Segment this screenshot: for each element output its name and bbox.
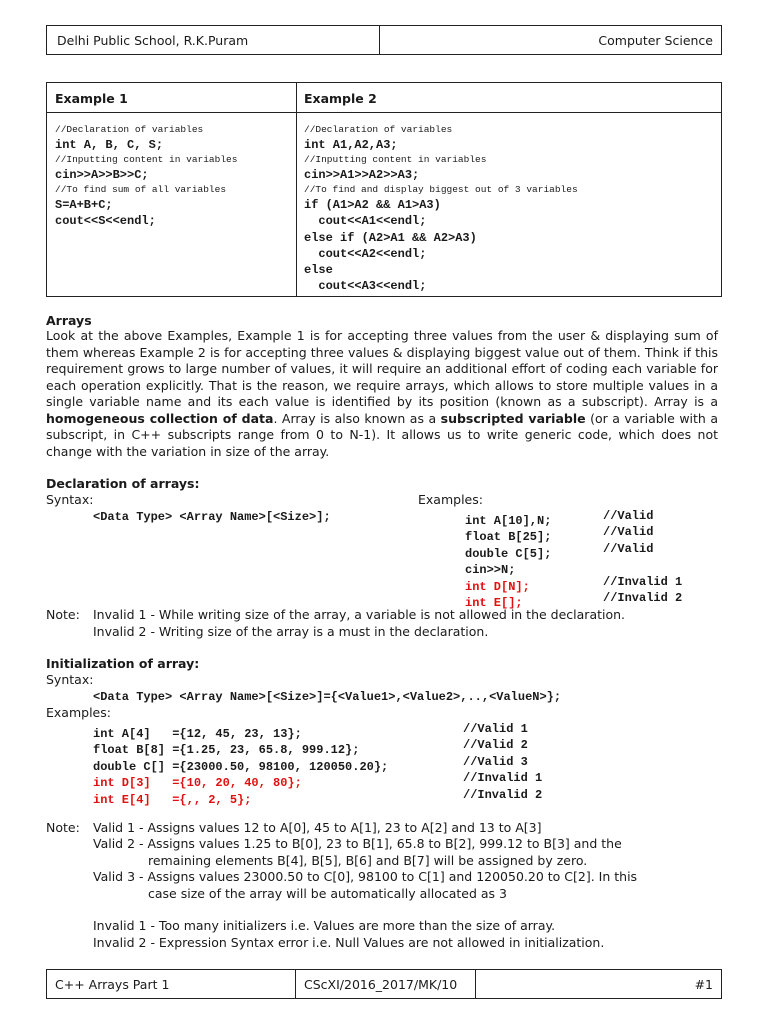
- code-line: cout<<A1<<endl;: [304, 214, 427, 229]
- example-comment: //Valid: [603, 525, 654, 540]
- initialization-note: Invalid 2 - Expression Syntax error i.e. Null Values are not allowed in initialization.: [93, 934, 605, 950]
- initialization-syntax-code: <Data Type> <Array Name>[<Size>]={<Value1>,<Value2>,..,<ValueN>};: [93, 690, 562, 704]
- code-line: int A1,A2,A3;: [304, 137, 398, 152]
- example-comment: //Valid 3: [463, 754, 528, 769]
- code-line: cout<<A2<<endl;: [304, 246, 427, 261]
- initialization-note: case size of the array will be automatically allocated as 3: [148, 885, 507, 901]
- initialization-note: Valid 3 - Assigns values 23000.50 to C[0], 98100 to C[1] and 120050.20 to C[2]. In this: [93, 869, 638, 885]
- example-code: cin>>N;: [465, 563, 516, 578]
- code-comment-line: //Inputting content in variables: [304, 154, 487, 166]
- arrays-text-1: Look at the above Examples, Example 1 is for accepting three values from the user & displaying sum of them whereas Example 2 is for accepting three values & displaying biggest value out of them. Think if this requirement grows to large number of values, it will require an additional effort of coding each variable for each operation explicitly. That is the reason, we require arrays, which allows to store multiple values in a single variable name and its each value is identified by its position (known as a subscript). Array is a: [46, 328, 718, 409]
- declaration-note-label: Note:: [46, 607, 80, 622]
- code-line: cin>>A>>B>>C;: [55, 167, 149, 182]
- example-2-code: [297, 113, 721, 296]
- example-comment: //Valid: [603, 509, 654, 523]
- declaration-note: Invalid 2 - Writing size of the array is a must in the declaration.: [93, 623, 489, 639]
- code-comment-line: //To find and display biggest out of 3 variables: [304, 184, 578, 196]
- initialization-notes: [93, 820, 637, 951]
- subject-name: Computer Science: [598, 33, 713, 48]
- arrays-text-3: (or a variable with a subscript, in C++ subscripts range from 0 to N-1). It allows us to write generic code, which does not change with the variation in size of the array.: [46, 410, 718, 459]
- example-2-title: Example 2: [297, 83, 721, 113]
- example-comment: //Invalid 2: [463, 787, 543, 802]
- example-comment: //Valid 2: [463, 738, 528, 753]
- example-code: double C[] ={23000.50, 98100, 120050.20};: [93, 759, 389, 774]
- footer-title: C++ Arrays Part 1: [47, 970, 296, 998]
- example-code: float B[8] ={1.25, 23, 65.8, 999.12};: [93, 743, 360, 758]
- example-row: [93, 787, 543, 807]
- page-header: [46, 25, 722, 55]
- initialization-syntax-label: Syntax:: [46, 672, 94, 687]
- example-1-code: [47, 113, 297, 296]
- example-comment: //Invalid 2: [603, 591, 683, 605]
- example-code: int A[10],N;: [465, 514, 552, 528]
- initialization-note: Valid 1 - Assigns values 12 to A[0], 45 to A[1], 23 to A[2] and 13 to A[3]: [93, 820, 542, 835]
- code-line: S=A+B+C;: [55, 197, 113, 212]
- example-code: double C[5];: [465, 546, 552, 561]
- code-comment-line: //Declaration of variables: [55, 124, 204, 135]
- code-comment-line: //To find sum of all variables: [55, 184, 227, 196]
- initialization-note: Invalid 1 - Too many initializers i.e. Values are more than the size of array.: [93, 918, 556, 934]
- example-code: int D[3] ={10, 20, 40, 80};: [93, 776, 302, 791]
- arrays-text-2: . Array is also known as a: [273, 410, 441, 426]
- example-code: int A[4] ={12, 45, 23, 13};: [93, 727, 302, 741]
- page-number: #1: [694, 977, 713, 992]
- declaration-syntax-code: <Data Type> <Array Name>[<Size>];: [93, 510, 331, 524]
- arrays-bold-1: homogeneous collection of data: [46, 410, 274, 426]
- declaration-note: Invalid 1 - While writing size of the array, a variable is not allowed in the declaration.: [93, 607, 626, 622]
- example-1-title: Example 1: [47, 83, 297, 113]
- declaration-examples-label: Examples:: [418, 492, 483, 507]
- code-line: else: [304, 263, 333, 278]
- initialization-note-label: Note:: [46, 820, 80, 835]
- page-footer: [46, 969, 722, 999]
- example-code: float B[25];: [465, 530, 552, 545]
- code-line: if (A1>A2 && A1>A3): [304, 197, 441, 212]
- code-line: cout<<A3<<endl;: [304, 279, 427, 294]
- example-code: int E[4] ={,, 2, 5};: [93, 792, 252, 807]
- initialization-note: Valid 2 - Assigns values 1.25 to B[0], 23 to B[1], 65.8 to B[2], 999.12 to B[3] and the: [93, 836, 622, 852]
- example-comment: //Valid: [603, 541, 654, 556]
- initialization-heading: Initialization of array:: [46, 656, 200, 671]
- arrays-heading: Arrays: [46, 313, 92, 328]
- declaration-syntax-label: Syntax:: [46, 492, 94, 507]
- example-comment: //Invalid 1: [463, 771, 543, 786]
- arrays-paragraph: [46, 328, 718, 460]
- code-comment-line: //Declaration of variables: [304, 124, 453, 135]
- initialization-examples-label: Examples:: [46, 705, 111, 720]
- declaration-notes: [93, 607, 625, 640]
- example-code: int D[N];: [465, 579, 530, 594]
- code-comment-line: //Inputting content in variables: [55, 154, 238, 166]
- school-name: Delhi Public School, R.K.Puram: [47, 26, 380, 54]
- code-line: cin>>A1>>A2>>A3;: [304, 167, 420, 182]
- example-code: int E[];: [465, 596, 523, 610]
- declaration-heading: Declaration of arrays:: [46, 476, 200, 491]
- example-comment: //Invalid 1: [603, 574, 683, 589]
- examples-table: [46, 82, 722, 297]
- arrays-bold-2: subscripted variable: [440, 410, 586, 426]
- code-line: int A, B, C, S;: [55, 137, 164, 152]
- footer-code: CScXI/2016_2017/MK/10: [296, 970, 476, 998]
- example-comment: //Valid 1: [463, 722, 528, 736]
- code-line: cout<<S<<endl;: [55, 214, 156, 229]
- code-line: else if (A2>A1 && A2>A3): [304, 230, 477, 245]
- initialization-note: remaining elements B[4], B[5], B[6] and B[7] will be assigned by zero.: [148, 852, 588, 868]
